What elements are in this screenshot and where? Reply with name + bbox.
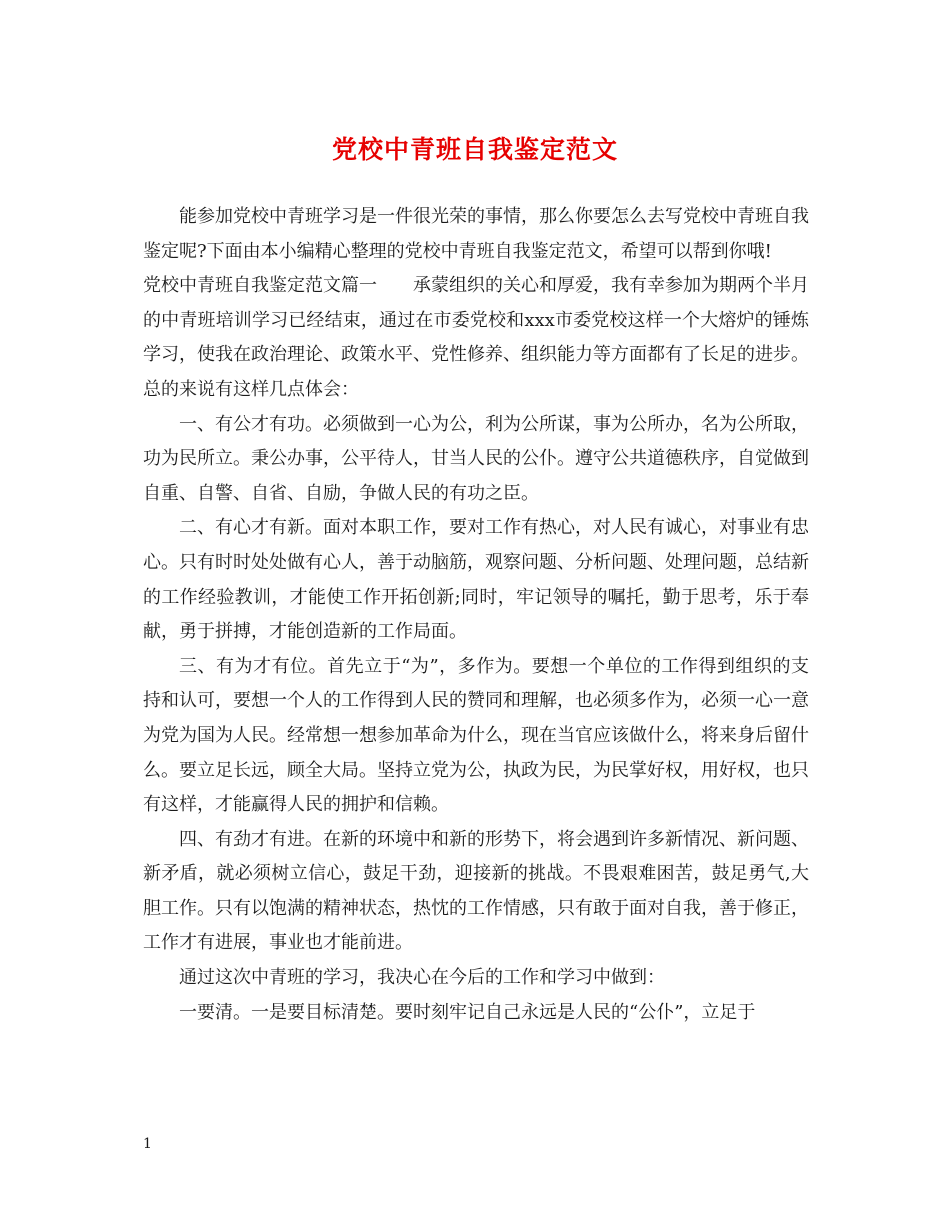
paragraph-point-one: 一、有公才有功。必须做到一心为公，利为公所谋，事为公所办，名为公所取，功为民所立。秉公办事，公平待人，甘当人民的公仆。遵守公共道德秩序，自觉做到自重、自警、自省、自励，争做人民的有功之臣。 xyxy=(143,413,809,504)
document-title: 党校中青班自我鉴定范文 xyxy=(331,135,618,164)
page-number: 1 xyxy=(143,1136,152,1152)
paragraph-resolution: 通过这次中青班的学习，我决心在今后的工作和学习中做到： xyxy=(179,967,665,989)
paragraph-point-two: 二、有心才有新。面对本职工作，要对工作有热心，对人民有诚心，对事业有忠心。只有时时处处做有心人，善于动脑筋，观察问题、分析问题、处理问题，总结新的工作经验教训，才能使工作开拓创新;同时，牢记领导的嘱托，勤于思考，乐于奉献，勇于拼搏，才能创造新的工作局面。 xyxy=(143,517,809,643)
paragraph-point-three: 三、有为才有位。首先立于“为”，多作为。要想一个单位的工作得到组织的支持和认可，要想一个人的工作得到人民的赞同和理解，也必须多作为，必须一心一意为党为国为人民。经常想一想参加革命为什么，现在当官应该做什么，将来身后留什么。要立足长远，顾全大局。坚持立党为公，执政为民，为民掌好权，用好权，也只有这样，才能赢得人民的拥护和信赖。 xyxy=(143,655,809,816)
paragraph-resolution-one: 一要清。一是要目标清楚。要时刻牢记自己永远是人民的“公仆”，立足于 xyxy=(179,1001,756,1023)
paragraph-intro: 能参加党校中青班学习是一件很光荣的事情，那么你要怎么去写党校中青班自我鉴定呢?下面由本小编精心整理的党校中青班自我鉴定范文，希望可以帮到你哦! xyxy=(143,206,809,262)
paragraph-point-four: 四、有劲才有进。在新的环境中和新的形势下，将会遇到许多新情况、新问题、新矛盾，就必须树立信心，鼓足干劲，迎接新的挑战。不畏艰难困苦，鼓足勇气,大胆工作。只有以饱满的精神状态，热忱的工作情感，只有敢于面对自我，善于修正，工作才有进展，事业也才能前进。 xyxy=(143,828,809,954)
document-body xyxy=(143,200,809,1030)
paragraph-section-one-intro: 党校中青班自我鉴定范文篇一 承蒙组织的关心和厚爱，我有幸参加为期两个半月的中青班培训学习已经结束，通过在市委党校和xxx市委党校这样一个大熔炉的锤炼学习，使我在政治理论、政策水平、党性修养、组织能力等方面都有了长足的进步。总的来说有这样几点体会： xyxy=(143,275,809,400)
